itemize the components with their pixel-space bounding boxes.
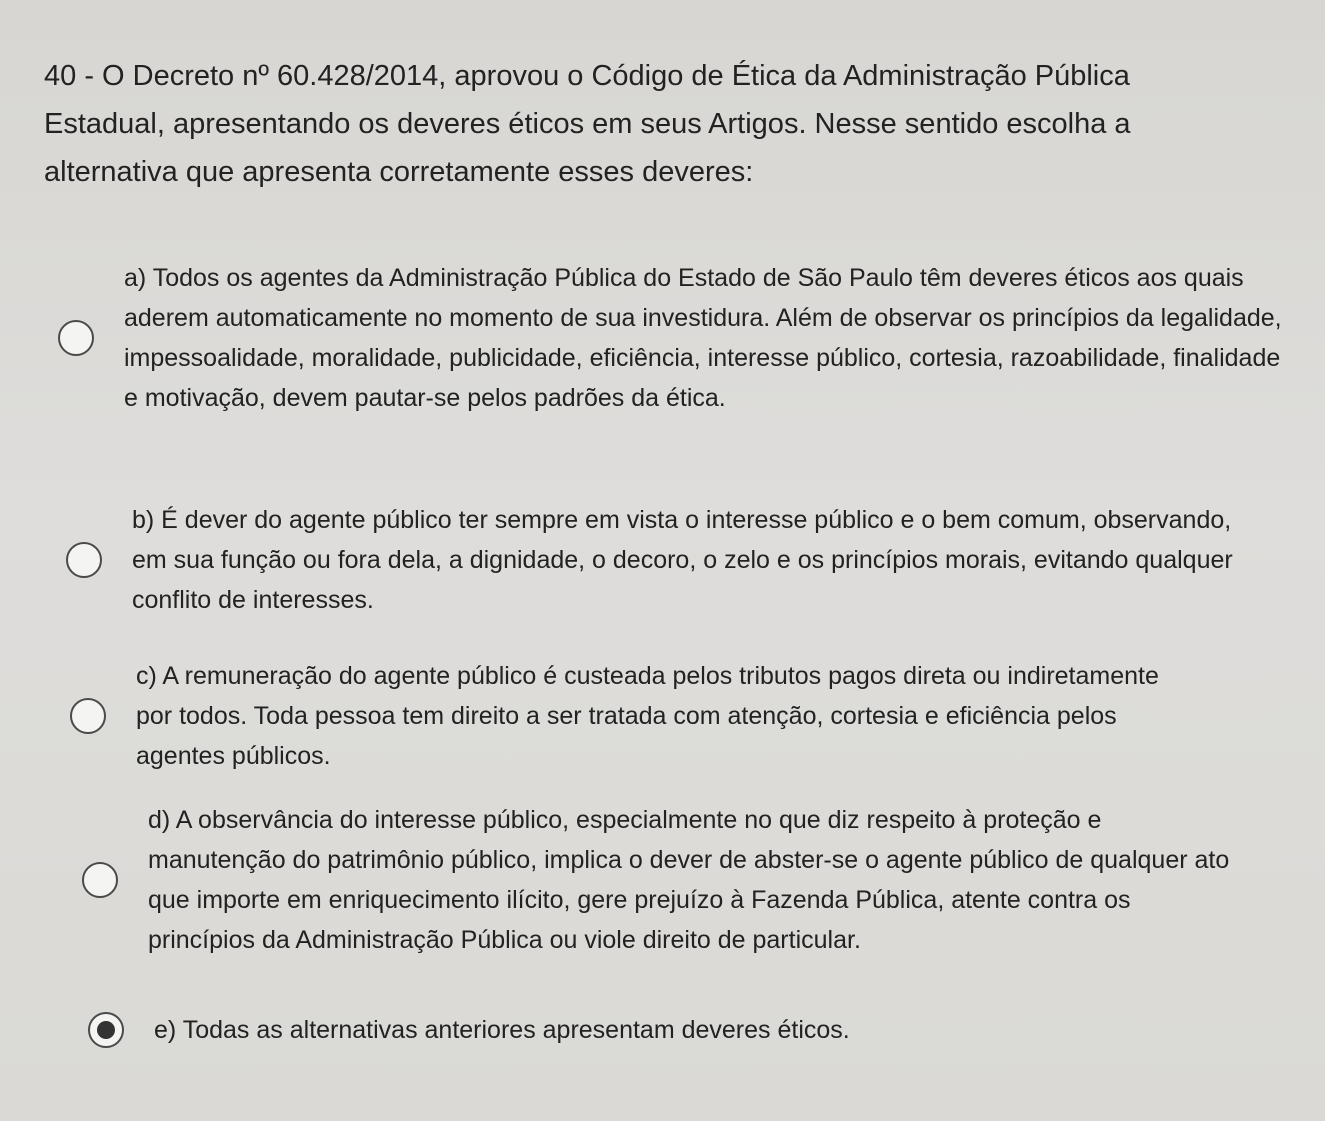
radio-option-c[interactable] xyxy=(70,698,106,734)
option-e-text: e) Todas as alternativas anteriores apresentam deveres éticos. xyxy=(154,1016,850,1044)
option-d-text: d) A observância do interesse público, especialmente no que diz respeito à proteção e manutenção do patrimônio público, implica o dever de abster-se o agente público de qualquer ato que importe em enriquecimento ilícito, gere prejuízo à Fazenda Pública, atente contra os princípios da Administração Pública ou viole direito de particular. xyxy=(148,806,1230,954)
radio-option-e[interactable] xyxy=(88,1012,124,1048)
question-text: 40 - O Decreto nº 60.428/2014, aprovou o Código de Ética da Administração Pública Estadual, apresentando os deveres éticos em seus Artigos. Nesse sentido escolha a alternativa que apresenta corretamente esses deveres: xyxy=(44,60,1131,188)
option-a-text: a) Todos os agentes da Administração Pública do Estado de São Paulo têm deveres éticos aos quais aderem automaticamente no momento de sua investidura. Além de observar os princípios da legalidade, impessoalidade, moralidade, publicidade, eficiência, interesse público, cortesia, razoabilidade, finalidade e motivação, devem pautar-se pelos padrões da ética. xyxy=(124,264,1282,412)
option-b[interactable] xyxy=(66,500,1242,620)
radio-option-a[interactable] xyxy=(58,320,94,356)
option-b-text: b) É dever do agente público ter sempre em vista o interesse público e o bem comum, observando, em sua função ou fora dela, a dignidade, o decoro, o zelo e os princípios morais, evitando qualquer conflito de interesses. xyxy=(132,506,1233,614)
option-c[interactable] xyxy=(70,656,1186,776)
option-d[interactable] xyxy=(82,800,1238,960)
radio-option-d[interactable] xyxy=(82,862,118,898)
option-a[interactable] xyxy=(58,258,1284,418)
radio-option-b[interactable] xyxy=(66,542,102,578)
option-c-text: c) A remuneração do agente público é custeada pelos tributos pagos direta ou indiretamente por todos. Toda pessoa tem direito a ser tratada com atenção, cortesia e eficiência pelos agentes públicos. xyxy=(136,662,1159,770)
option-e[interactable] xyxy=(88,1010,1154,1050)
